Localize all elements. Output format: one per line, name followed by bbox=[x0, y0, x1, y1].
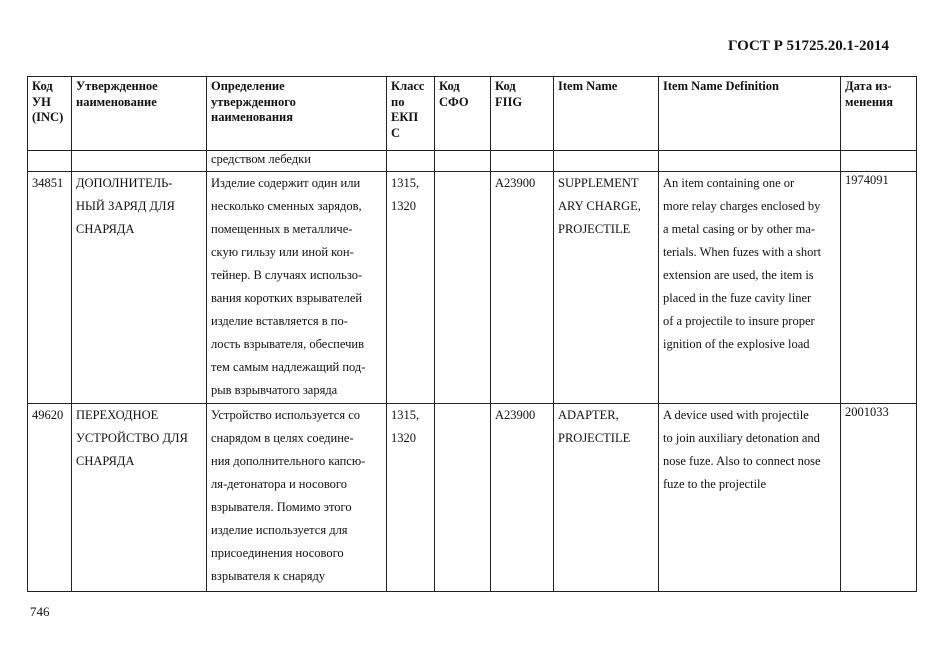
col-header-inc: Код УН (INC) bbox=[28, 77, 72, 151]
cell-fiig: A23900 bbox=[491, 172, 554, 404]
cell-sfo bbox=[435, 172, 491, 404]
cell-approved-name: ДОПОЛНИТЕЛЬ- НЫЙ ЗАРЯД ДЛЯ СНАРЯДА bbox=[72, 172, 207, 404]
cell-approved-name: ПЕРЕХОДНОЕ УСТРОЙСТВО ДЛЯ СНАРЯДА bbox=[72, 404, 207, 592]
cell-definition: Устройство используется со снарядом в целях соедине- ния дополнительного капсю- ля-детонатора и носового взрывателя. Помимо этого изделие используется для присоединения носового взрывателя к снаряду bbox=[207, 404, 387, 592]
continuation-row bbox=[28, 151, 917, 172]
cell-item-definition: A device used with projectile to join auxiliary detonation and nose fuze. Also to connect nose fuze to the projectile bbox=[659, 404, 841, 592]
col-header-item-definition: Item Name Definition bbox=[659, 77, 841, 151]
cell-definition: Изделие содержит один или несколько сменных зарядов, помещенных в металличе- скую гильзу или иной кон- тейнер. В случаях использо- вания коротких взрывателей изделие вставляется в по- лость взрывателя, обеспечив тем самым надлежащий под- рыв взрывчатого заряда bbox=[207, 172, 387, 404]
cell-item-name: ADAPTER, PROJECTILE bbox=[554, 404, 659, 592]
cell-fiig: A23900 bbox=[491, 404, 554, 592]
cell-date: 2001033 bbox=[841, 404, 917, 592]
document-code: ГОСТ Р 51725.20.1-2014 bbox=[727, 38, 889, 54]
col-header-fiig: Код FIIG bbox=[491, 77, 554, 151]
col-header-sfo: Код СФО bbox=[435, 77, 491, 151]
cell-date: 1974091 bbox=[841, 172, 917, 404]
continuation-text: средством лебедки bbox=[207, 151, 387, 172]
table-row bbox=[28, 172, 917, 404]
cell-inc: 34851 bbox=[28, 172, 72, 404]
cell-item-definition: An item containing one or more relay charges enclosed by a metal casing or by other ma- terials. When fuzes with a short extension are used, the item is placed in the fuze cavity liner of a projectile to insure proper ignition of the explosive load bbox=[659, 172, 841, 404]
col-header-approved-name: Утвержденное наименование bbox=[72, 77, 207, 151]
cell-sfo bbox=[435, 404, 491, 592]
classifier-table bbox=[27, 76, 917, 592]
col-header-class: Класс по ЕКП С bbox=[387, 77, 435, 151]
cell-class: 1315, 1320 bbox=[387, 172, 435, 404]
cell-item-name: SUPPLEMENT ARY CHARGE, PROJECTILE bbox=[554, 172, 659, 404]
col-header-item-name: Item Name bbox=[554, 77, 659, 151]
table-row bbox=[28, 404, 917, 592]
col-header-definition: Определение утвержденного наименования bbox=[207, 77, 387, 151]
cell-inc: 49620 bbox=[28, 404, 72, 592]
cell-class: 1315, 1320 bbox=[387, 404, 435, 592]
page-number: 746 bbox=[30, 604, 50, 619]
col-header-date: Дата из- менения bbox=[841, 77, 917, 151]
header-row bbox=[28, 77, 917, 151]
